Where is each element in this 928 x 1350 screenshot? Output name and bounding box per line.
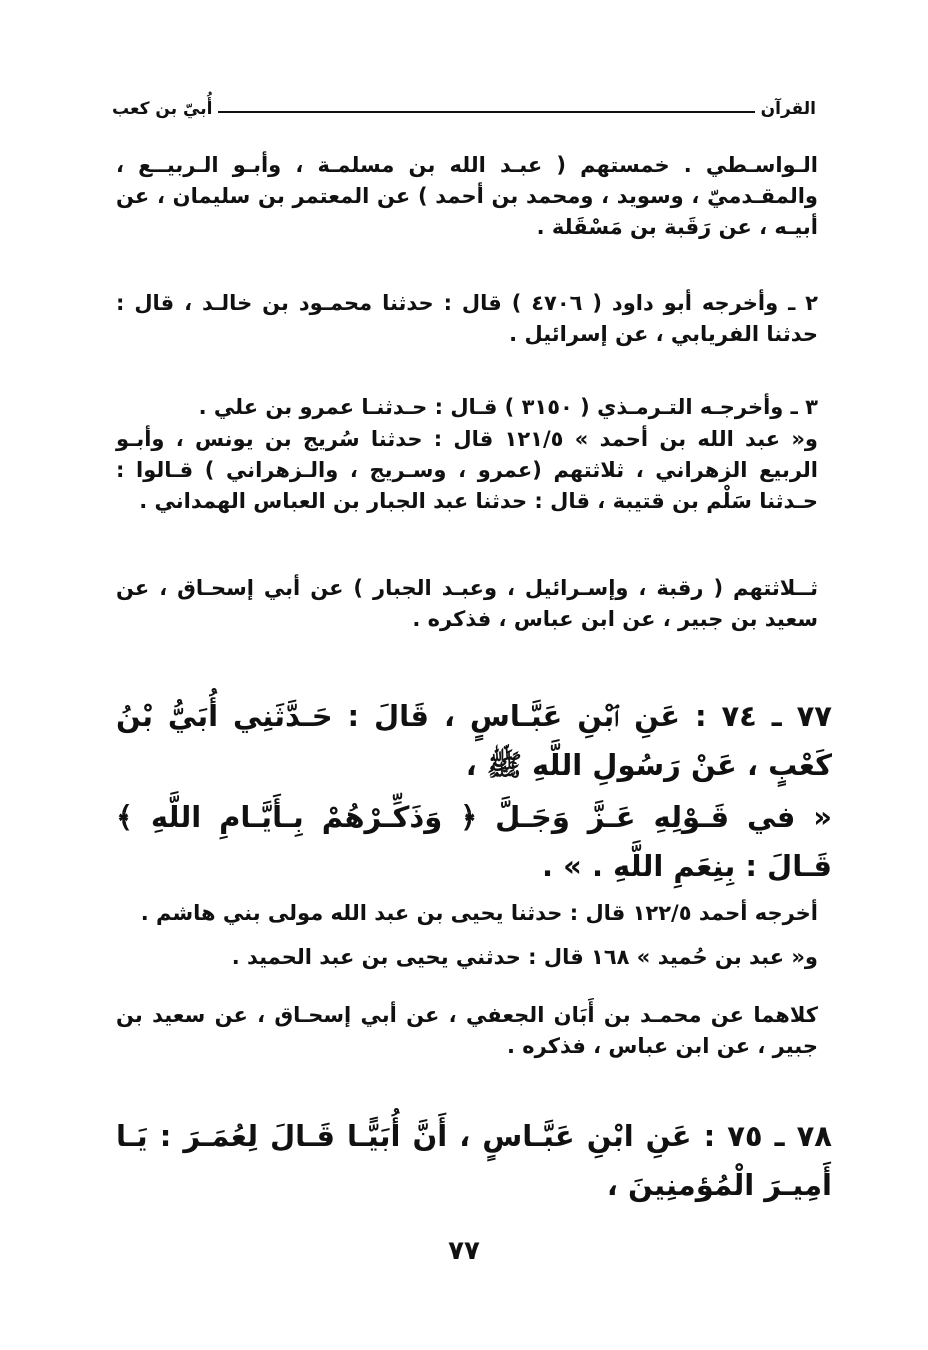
paragraph-4: ثــلاثتهم ( رقبة ، وإسـرائيل ، وعبـد الجبار ) عن أبي إسحـاق ، عن سعيد بن جبير ، عن ابن عباس ، فذكره . bbox=[116, 576, 818, 631]
page-number: ٧٧ bbox=[448, 1236, 480, 1266]
paragraph-5-line-2: و« عبد بن حُميد » ١٦٨ قال : حدثني يحيى بن عبد الحميد . bbox=[231, 945, 818, 969]
paragraph-3-line-1: ٣ ـ وأخرجـه التـرمـذي ( ٣١٥٠ ) قـال : حـدثنـا عمرو بن علي . bbox=[198, 395, 818, 419]
hadith-78: ٧٨ ـ ٧٥ : عَنِ ابْنِ عَبَّـاسٍ ، أَنَّ أُبَيًّـا قَـالَ لِعُمَـرَ : يَـا أَمِيـرَ الْمُؤمنِينَ ، bbox=[116, 1119, 833, 1202]
paragraph-6: كلاهما عن محمـد بن أَبَان الجعفي ، عن أبي إسحـاق ، عن سعيد بن جبير ، عن ابن عباس ، فذكره . bbox=[116, 1003, 818, 1058]
paragraph-3-line-2: و« عبد الله بن أحمد » ١٢١/٥ قال : حدثنا سُريج بن يونس ، وأبـو الربيع الزهراني ، ثلاثتهم (عمرو ، وسـريج ، والـزهراني ) قـالوا : حـدثنا سَلْم بن قتيبة ، قال : حدثنا عبد الجبار بن العباس الهمداني . bbox=[116, 427, 818, 513]
header-rule bbox=[218, 111, 754, 113]
paragraph-2: ٢ ـ وأخرجه أبو داود ( ٤٧٠٦ ) قال : حدثنا محمـود بن خالـد ، قال : حدثنا الفريابي ، عن إسرائيل . bbox=[116, 291, 818, 346]
hadith-77-isnad: ٧٧ ـ ٧٤ : عَنِ ٱبْنِ عَبَّـاسٍ ، قَالَ : حَـدَّثَنِي أُبَيُّ بْنُ كَعْبٍ ، عَنْ رَسُولِ اللَّهِ ﷺ ، bbox=[116, 699, 833, 782]
hadith-77-matn: « في قَـوْلِهِ عَـزَّ وَجَـلَّ ﴿ وَذَكِّـرْهُمْ بِـأَيَّـامِ اللَّهِ ﴾ قَـالَ : بِنِعَمِ اللَّهِ . » . bbox=[116, 800, 832, 883]
paragraph-1: الـواسـطي . خمستهم ( عبـد الله بن مسلمـة ، وأبـو الـربيــع ، والمقـدميّ ، وسويد ، ومحمد بن أحمد ) عن المعتمر بن سليمان ، عن أبيـه ، عن رَقَبة بن مَسْقَلة . bbox=[116, 153, 818, 239]
header-left-title: أُبيّ بن كعب bbox=[112, 99, 213, 119]
header-right-title: القرآن bbox=[760, 99, 816, 119]
running-header bbox=[112, 94, 816, 124]
paragraph-5-line-1: أخرجه أحمد ١٢٢/٥ قال : حدثنا يحيى بن عبد الله مولى بني هاشم . bbox=[140, 901, 818, 925]
